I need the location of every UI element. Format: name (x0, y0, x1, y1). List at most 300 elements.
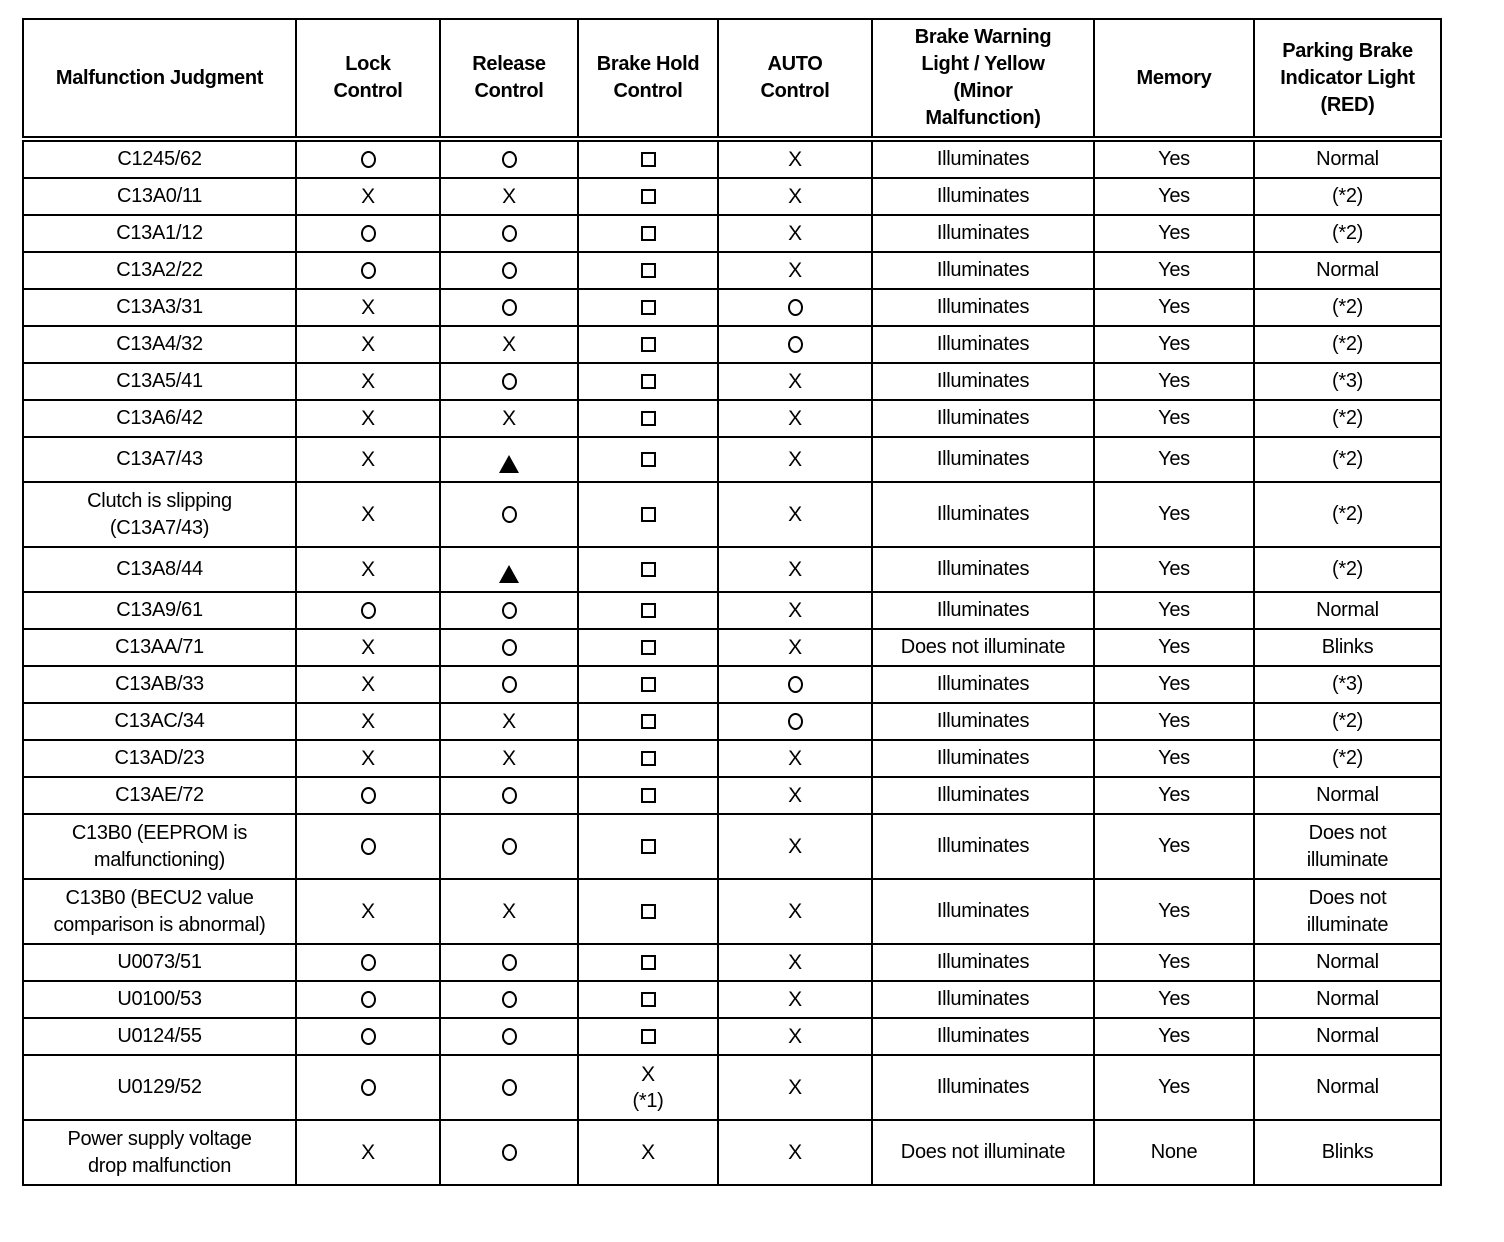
cross-mark: X (502, 185, 516, 208)
square-icon (641, 640, 656, 655)
cell-brake-hold-control (578, 326, 718, 363)
cell-release-control (440, 981, 578, 1018)
cell-lock-control (296, 289, 440, 326)
table-row (23, 592, 1441, 629)
circle-icon (361, 1079, 376, 1096)
cell-malfunction-judgment (23, 1120, 296, 1185)
cell-brake-warning-light: Illuminates (872, 547, 1094, 592)
header-text-line: Control (333, 80, 403, 102)
table-row (23, 437, 1441, 482)
cell-lock-control (296, 363, 440, 400)
cell-auto-control (718, 1055, 872, 1120)
cell-release-control (440, 740, 578, 777)
cell-lock-control (296, 592, 440, 629)
circle-icon (502, 1144, 517, 1161)
cell-malfunction-judgment (23, 1018, 296, 1055)
cell-brake-hold-control (578, 437, 718, 482)
cell-release-control (440, 363, 578, 400)
cross-mark: X (361, 333, 375, 356)
cell-malfunction-judgment (23, 326, 296, 363)
cell-text-line: C13A2/22 (116, 259, 203, 281)
cell-text-line: (*3) (1331, 673, 1364, 695)
cell-parking-brake-indicator (1254, 879, 1441, 944)
circle-icon (361, 602, 376, 619)
table-row (23, 879, 1441, 944)
header-text-line: Brake Hold (596, 53, 700, 75)
cross-mark: X (502, 333, 516, 356)
cross-mark: X (788, 407, 802, 430)
cell-brake-warning-light: Illuminates (872, 740, 1094, 777)
cell-text-line: Normal (1316, 784, 1379, 806)
footnote-ref: (*1) (632, 1089, 664, 1112)
cell-parking-brake-indicator (1254, 289, 1441, 326)
square-icon (641, 411, 656, 426)
cell-text-line: Normal (1316, 148, 1379, 170)
column-header-brake-warning-light (872, 19, 1094, 139)
cell-brake-warning-light: Illuminates (872, 482, 1094, 547)
cell-auto-control (718, 482, 872, 547)
cell-text-line: (*2) (1331, 296, 1364, 318)
table-row (23, 1055, 1441, 1120)
cross-mark: X (361, 1141, 375, 1164)
cell-brake-hold-control (578, 1018, 718, 1055)
cell-brake-warning-light: Illuminates (872, 437, 1094, 482)
cell-memory: Yes (1094, 400, 1254, 437)
header-text-line: Malfunction Judgment (55, 66, 264, 89)
cell-text-line: malfunctioning) (93, 848, 226, 871)
cell-brake-hold-control (578, 703, 718, 740)
cell-parking-brake-indicator (1254, 1018, 1441, 1055)
cell-brake-hold-control (578, 629, 718, 666)
cell-brake-hold-control (578, 547, 718, 592)
circle-icon (502, 954, 517, 971)
cell-text-line: U0100/53 (117, 988, 202, 1010)
cell-brake-warning-light: Illuminates (872, 178, 1094, 215)
cell-lock-control (296, 629, 440, 666)
cell-brake-hold-control (578, 944, 718, 981)
cell-release-control (440, 1055, 578, 1120)
cell-lock-control (296, 252, 440, 289)
cell-brake-hold-control (578, 666, 718, 703)
cell-auto-control (718, 777, 872, 814)
cell-auto-control (718, 400, 872, 437)
cell-brake-warning-light: Illuminates (872, 215, 1094, 252)
table-body (23, 139, 1441, 1185)
circle-icon (361, 1028, 376, 1045)
cell-brake-warning-light: Illuminates (872, 252, 1094, 289)
circle-icon (502, 225, 517, 242)
header-text-line: (RED) (1320, 93, 1375, 116)
cell-lock-control (296, 944, 440, 981)
cell-text-line: C13A8/44 (116, 558, 203, 580)
cell-brake-hold-control (578, 1120, 718, 1185)
table-row (23, 289, 1441, 326)
cell-brake-warning-light: Illuminates (872, 879, 1094, 944)
cell-brake-warning-light: Illuminates (872, 592, 1094, 629)
cell-brake-warning-light: Illuminates (872, 777, 1094, 814)
cell-parking-brake-indicator (1254, 363, 1441, 400)
circle-icon (502, 262, 517, 279)
cell-lock-control (296, 879, 440, 944)
circle-icon (502, 787, 517, 804)
cross-mark: X (361, 407, 375, 430)
cell-release-control (440, 482, 578, 547)
cell-text-line: Normal (1316, 259, 1379, 281)
cross-mark: X (788, 1141, 802, 1164)
table-row (23, 482, 1441, 547)
cell-parking-brake-indicator (1254, 703, 1441, 740)
cross-mark: X (788, 185, 802, 208)
cell-text-line: C1245/62 (117, 148, 202, 170)
cell-brake-warning-light: Illuminates (872, 1018, 1094, 1055)
cell-lock-control (296, 215, 440, 252)
circle-icon (502, 991, 517, 1008)
cell-memory: Yes (1094, 363, 1254, 400)
cell-malfunction-judgment (23, 437, 296, 482)
cell-auto-control (718, 363, 872, 400)
cell-malfunction-judgment (23, 592, 296, 629)
cell-malfunction-judgment (23, 981, 296, 1018)
cross-mark: X (788, 370, 802, 393)
table-row (23, 944, 1441, 981)
cell-auto-control (718, 547, 872, 592)
cell-text-line: (*2) (1331, 710, 1364, 732)
cross-mark: X (788, 636, 802, 659)
cell-lock-control (296, 703, 440, 740)
cross-mark: X (788, 951, 802, 974)
cross-mark: X (788, 747, 802, 770)
cell-auto-control (718, 289, 872, 326)
cell-malfunction-judgment (23, 703, 296, 740)
cell-auto-control (718, 740, 872, 777)
cross-mark: X (502, 747, 516, 770)
cell-malfunction-judgment (23, 289, 296, 326)
cell-text-line: U0124/55 (117, 1025, 202, 1047)
cell-parking-brake-indicator (1254, 252, 1441, 289)
square-icon (641, 452, 656, 467)
header-text-line: Memory (1136, 66, 1212, 89)
cell-text-line: C13AD/23 (114, 747, 205, 769)
cell-memory: Yes (1094, 666, 1254, 703)
cell-brake-hold-control (578, 215, 718, 252)
cell-release-control (440, 139, 578, 178)
cell-parking-brake-indicator (1254, 547, 1441, 592)
cell-brake-warning-light: Illuminates (872, 363, 1094, 400)
cell-lock-control (296, 981, 440, 1018)
cell-memory: Yes (1094, 547, 1254, 592)
cell-auto-control (718, 252, 872, 289)
cell-auto-control (718, 703, 872, 740)
cross-mark: X (502, 710, 516, 733)
table-row (23, 326, 1441, 363)
cross-mark: X (788, 259, 802, 282)
cell-malfunction-judgment (23, 814, 296, 879)
cell-text-line: C13A6/42 (116, 407, 203, 429)
cross-mark: X (641, 1062, 655, 1086)
header-text-line: Parking Brake (1282, 39, 1413, 62)
cell-memory: Yes (1094, 1018, 1254, 1055)
circle-icon (361, 954, 376, 971)
cross-mark: X (361, 503, 375, 526)
cell-memory: Yes (1094, 215, 1254, 252)
cross-mark: X (361, 636, 375, 659)
cell-release-control (440, 1120, 578, 1185)
cell-parking-brake-indicator (1254, 666, 1441, 703)
circle-icon (361, 262, 376, 279)
cell-parking-brake-indicator (1254, 981, 1441, 1018)
square-icon (641, 839, 656, 854)
cell-text-line: C13AB/33 (115, 673, 204, 695)
circle-icon (502, 373, 517, 390)
cell-malfunction-judgment (23, 740, 296, 777)
cell-text-line: illuminate (1306, 913, 1389, 936)
circle-icon (361, 838, 376, 855)
cell-parking-brake-indicator (1254, 400, 1441, 437)
cell-lock-control (296, 1018, 440, 1055)
table-row (23, 777, 1441, 814)
cell-lock-control (296, 1120, 440, 1185)
cross-mark: X (788, 1025, 802, 1048)
cell-text-line: Normal (1316, 951, 1379, 973)
cross-mark: X (502, 407, 516, 430)
table-row (23, 1120, 1441, 1185)
cell-brake-warning-light: Illuminates (872, 289, 1094, 326)
cell-lock-control (296, 814, 440, 879)
cell-text-line: Normal (1316, 988, 1379, 1010)
cell-release-control (440, 547, 578, 592)
cell-malfunction-judgment (23, 547, 296, 592)
square-icon (641, 374, 656, 389)
header-text-line: AUTO (767, 53, 823, 75)
header-text-line: Malfunction) (925, 107, 1041, 129)
cross-mark: X (361, 448, 375, 471)
cell-brake-warning-light: Does not illuminate (872, 629, 1094, 666)
cell-malfunction-judgment (23, 252, 296, 289)
cell-text-line: drop malfunction (87, 1154, 232, 1177)
cell-brake-hold-control (578, 777, 718, 814)
cell-brake-hold-control (578, 981, 718, 1018)
triangle-icon (499, 455, 519, 473)
table-row (23, 703, 1441, 740)
cell-lock-control (296, 666, 440, 703)
cell-text-line: (*2) (1331, 448, 1364, 470)
cell-auto-control (718, 437, 872, 482)
cell-brake-warning-light: Illuminates (872, 666, 1094, 703)
cell-lock-control (296, 437, 440, 482)
cell-text-line: (*2) (1331, 503, 1364, 525)
cell-parking-brake-indicator (1254, 629, 1441, 666)
cell-brake-warning-light: Does not illuminate (872, 1120, 1094, 1185)
triangle-icon (499, 565, 519, 583)
circle-icon (502, 506, 517, 523)
table-row (23, 629, 1441, 666)
cell-lock-control (296, 740, 440, 777)
header-text-line: Light / Yellow (921, 53, 1045, 75)
cell-memory: Yes (1094, 740, 1254, 777)
cell-brake-hold-control (578, 1055, 718, 1120)
cell-text-line: comparison is abnormal) (53, 913, 266, 936)
cell-auto-control (718, 139, 872, 178)
circle-icon (361, 991, 376, 1008)
square-icon (641, 263, 656, 278)
cell-brake-hold-control (578, 740, 718, 777)
cell-brake-hold-control (578, 252, 718, 289)
cell-release-control (440, 666, 578, 703)
cell-malfunction-judgment (23, 363, 296, 400)
table-row (23, 252, 1441, 289)
cell-memory: Yes (1094, 944, 1254, 981)
cell-lock-control (296, 1055, 440, 1120)
cell-text-line: (*2) (1331, 185, 1364, 207)
cell-release-control (440, 326, 578, 363)
column-header-auto-control (718, 19, 872, 139)
cell-memory: Yes (1094, 178, 1254, 215)
cell-release-control (440, 879, 578, 944)
cross-mark: X (788, 784, 802, 807)
cross-mark: X (361, 673, 375, 696)
cell-parking-brake-indicator (1254, 777, 1441, 814)
cell-auto-control (718, 629, 872, 666)
cross-mark: X (641, 1141, 655, 1164)
cell-lock-control (296, 400, 440, 437)
cell-text-line: C13A7/43 (116, 448, 203, 470)
cell-text-line: Normal (1316, 1076, 1379, 1098)
cell-text-line: U0129/52 (117, 1076, 202, 1098)
cross-mark: X (361, 185, 375, 208)
square-icon (641, 226, 656, 241)
cell-release-control (440, 215, 578, 252)
cell-brake-hold-control (578, 482, 718, 547)
cell-malfunction-judgment (23, 777, 296, 814)
cell-auto-control (718, 666, 872, 703)
header-text-line: Lock (345, 53, 391, 75)
cell-brake-warning-light: Illuminates (872, 1055, 1094, 1120)
cell-lock-control (296, 326, 440, 363)
cell-lock-control (296, 777, 440, 814)
cell-brake-hold-control (578, 363, 718, 400)
cell-malfunction-judgment (23, 139, 296, 178)
circle-icon (502, 639, 517, 656)
cell-memory: Yes (1094, 777, 1254, 814)
table-row (23, 1018, 1441, 1055)
cell-text-line: C13A0/11 (116, 185, 203, 207)
cell-parking-brake-indicator (1254, 1120, 1441, 1185)
cell-memory: Yes (1094, 879, 1254, 944)
cross-mark: X (361, 558, 375, 581)
cell-auto-control (718, 326, 872, 363)
column-header-lock-control (296, 19, 440, 139)
cross-mark: X (788, 599, 802, 622)
table-header-row (23, 19, 1441, 139)
cell-malfunction-judgment (23, 215, 296, 252)
square-icon (641, 677, 656, 692)
cell-malfunction-judgment (23, 178, 296, 215)
cell-text-line: Normal (1316, 599, 1379, 621)
cell-malfunction-judgment (23, 1055, 296, 1120)
cell-release-control (440, 944, 578, 981)
cell-memory: Yes (1094, 139, 1254, 178)
cell-parking-brake-indicator (1254, 482, 1441, 547)
cell-memory: Yes (1094, 326, 1254, 363)
cell-release-control (440, 437, 578, 482)
square-icon (641, 562, 656, 577)
cell-lock-control (296, 547, 440, 592)
cell-auto-control (718, 944, 872, 981)
header-text-line: Indicator Light (1280, 66, 1415, 89)
cell-brake-hold-control (578, 814, 718, 879)
cell-text-line: Normal (1316, 1025, 1379, 1047)
cell-release-control (440, 289, 578, 326)
cell-text-line: Blinks (1321, 636, 1374, 658)
cross-mark: X (788, 900, 802, 923)
cell-memory: Yes (1094, 592, 1254, 629)
cell-release-control (440, 1018, 578, 1055)
table-row (23, 814, 1441, 879)
square-icon (641, 904, 656, 919)
cell-parking-brake-indicator (1254, 326, 1441, 363)
cell-parking-brake-indicator (1254, 437, 1441, 482)
cell-brake-warning-light: Illuminates (872, 703, 1094, 740)
circle-icon (788, 676, 803, 693)
table-row (23, 547, 1441, 592)
cross-mark: X (788, 148, 802, 171)
table-row (23, 666, 1441, 703)
cell-text-line: (*2) (1331, 222, 1364, 244)
table-row (23, 215, 1441, 252)
cell-brake-hold-control (578, 879, 718, 944)
square-icon (641, 714, 656, 729)
cross-mark: X (788, 1076, 802, 1099)
cell-text-line: (C13A7/43) (109, 516, 210, 539)
cell-text-line: U0073/51 (117, 951, 202, 973)
cell-memory: Yes (1094, 981, 1254, 1018)
cell-text-line: Clutch is slipping (87, 489, 232, 512)
cell-brake-warning-light: Illuminates (872, 981, 1094, 1018)
cell-memory: Yes (1094, 289, 1254, 326)
cell-memory: Yes (1094, 437, 1254, 482)
cross-mark: X (361, 370, 375, 393)
circle-icon (361, 225, 376, 242)
cross-mark: X (788, 222, 802, 245)
circle-icon (502, 602, 517, 619)
cross-mark: X (788, 503, 802, 526)
cell-auto-control (718, 879, 872, 944)
cell-memory: None (1094, 1120, 1254, 1185)
square-icon (641, 300, 656, 315)
cell-auto-control (718, 981, 872, 1018)
cell-memory: Yes (1094, 814, 1254, 879)
cell-auto-control (718, 1120, 872, 1185)
cell-auto-control (718, 178, 872, 215)
cell-malfunction-judgment (23, 400, 296, 437)
cell-brake-hold-control (578, 139, 718, 178)
cross-mark: X (361, 747, 375, 770)
cell-text-line: (*3) (1331, 370, 1364, 392)
header-text-line: Control (613, 80, 683, 102)
cell-text-line: (*2) (1331, 333, 1364, 355)
cell-malfunction-judgment (23, 666, 296, 703)
circle-icon (502, 1079, 517, 1096)
cell-malfunction-judgment (23, 482, 296, 547)
table-row (23, 400, 1441, 437)
cell-auto-control (718, 814, 872, 879)
table-row (23, 178, 1441, 215)
header-text-line: Release (472, 53, 546, 75)
square-icon (641, 603, 656, 618)
cell-lock-control (296, 482, 440, 547)
square-icon (641, 1029, 656, 1044)
cell-brake-warning-light: Illuminates (872, 814, 1094, 879)
